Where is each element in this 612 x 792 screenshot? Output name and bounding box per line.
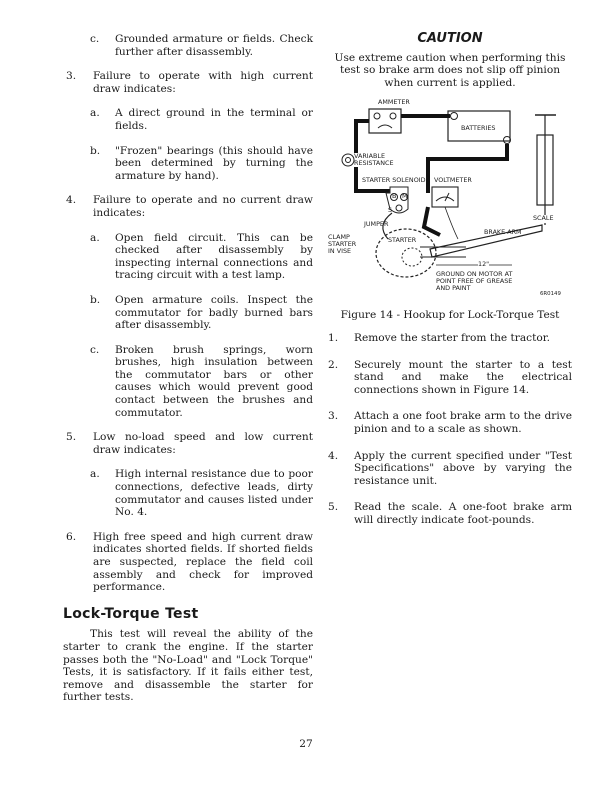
page-number: 27 (299, 738, 313, 750)
list-item-4b (63, 294, 313, 332)
item-text: "Frozen" bearings (this should have been determined by turning the armature by hand). (115, 144, 313, 182)
label-clamp: CLAMP (328, 233, 350, 242)
label-ground-note-1: GROUND ON MOTOR AT (436, 270, 513, 279)
item-text: Low no-load speed and low current draw indicates: (93, 431, 313, 456)
list-item-3 (63, 70, 313, 95)
item-text: Failure to operate and no current draw indicates: (93, 194, 313, 219)
list-item-c-grounded (63, 33, 313, 58)
item-label: 5. (66, 431, 77, 444)
step-text: Read the scale. A one-foot brake arm will directly indicate foot-pounds. (354, 501, 572, 526)
label-solenoid-b: B (392, 192, 397, 201)
cable-battery-negative (428, 144, 507, 193)
list-item-4a (63, 232, 313, 282)
item-label: a. (90, 468, 100, 481)
step-1 (328, 332, 572, 345)
label-figure-code: 6R0149 (540, 291, 561, 298)
figure-caption: Figure 14 - Hookup for Lock-Torque Test (340, 309, 560, 322)
item-label: c. (90, 343, 100, 356)
list-item-3b (63, 145, 313, 183)
variable-resistance-knob (342, 154, 354, 166)
label-solenoid-m: M (402, 192, 408, 201)
step-2 (328, 359, 572, 397)
item-label: 6. (66, 530, 77, 543)
label-batteries: BATTERIES (461, 124, 496, 133)
item-text: A direct ground in the terminal or fields. (115, 107, 313, 132)
item-text: Failure to operate with high current draw indicates: (93, 70, 313, 95)
item-text: Open field circuit. This can be checked after disassembly by inspecting internal connections and tracing circuit with a test lamp. (115, 231, 313, 282)
battery-positive-terminal (451, 113, 458, 120)
step-text: Attach a one foot brake arm to the drive pinion and to a scale as shown. (354, 410, 572, 435)
label-starter: STARTER (388, 236, 417, 245)
step-label: 1. (328, 331, 339, 344)
label-ammeter: AMMETER (378, 98, 410, 107)
label-solenoid-s: S (388, 206, 393, 215)
ammeter-box (369, 109, 401, 133)
label-jumper: JUMPER (364, 220, 389, 229)
label-arm-length: 12" (478, 260, 490, 269)
item-text: Broken brush springs, worn brushes, high insulation between the commutator bars or other causes which would prevent good contact between the brushes and commutator. (115, 343, 313, 419)
cable-ground (424, 207, 440, 235)
item-text: High internal resistance due to poor connections, defective leads, dirty commutator and causes listed under No. 4. (115, 468, 313, 519)
step-text: Remove the starter from the tractor. (354, 331, 551, 344)
step-label: 3. (328, 410, 339, 423)
section-paragraph: This test will reveal the ability of the starter to crank the engine. If the starter passes both the "No-Load" and "Lock Torque" Tests, it is satisfactory. If it fails either test, remove and disassemble the starter for further tests. (63, 628, 313, 704)
caution-title: CAUTION (417, 31, 483, 46)
step-5 (328, 501, 572, 526)
list-item-5 (63, 431, 313, 456)
step-text: Securely mount the starter to a test stand and make the electrical connections shown in Figure 14. (354, 358, 572, 396)
list-item-4 (63, 194, 313, 219)
item-text: Grounded armature or fields. Check further after disassembly. (115, 33, 313, 58)
item-label: a. (90, 231, 100, 244)
list-item-6 (63, 531, 313, 594)
item-label: b. (90, 293, 101, 306)
section-heading: Lock-Torque Test (63, 605, 199, 622)
figure-14-diagram (328, 97, 572, 305)
item-label: b. (90, 144, 101, 157)
cable-ammeter-to-resistance (356, 121, 369, 153)
ammeter-terminal-left (374, 113, 380, 119)
step-4 (328, 450, 572, 488)
label-ground-note-2: POINT FREE OF GREASE (436, 277, 513, 286)
ammeter-gauge (378, 125, 392, 128)
item-label: a. (90, 107, 100, 120)
label-in-vise: IN VISE (328, 247, 352, 256)
step-label: 4. (328, 449, 339, 462)
step-3 (328, 410, 572, 435)
step-label: 5. (328, 501, 339, 514)
item-label: 3. (66, 70, 77, 83)
right-column (328, 33, 572, 527)
item-label: 4. (66, 194, 77, 207)
list-item-4c (63, 344, 313, 420)
label-starter-solenoid: STARTER SOLENOID (362, 176, 426, 185)
label-variable: VARIABLE (354, 152, 386, 161)
list-item-3a (63, 107, 313, 132)
caution-text: Use extreme caution when performing this test so brake arm does not slip off pinion when current is applied. (334, 51, 566, 89)
list-item-5a (63, 468, 313, 518)
label-resistance: RESISTANCE (354, 159, 394, 168)
label-brake-arm: BRAKE ARM (484, 228, 522, 237)
step-text: Apply the current specified under "Test Specifications" above by varying the resistance unit. (354, 449, 572, 487)
label-scale: SCALE (533, 214, 554, 223)
item-text: High free speed and high current draw indicates shorted fields. If shorted fields are suspected, replace the field coil assembly and check for improved performance. (93, 530, 313, 594)
label-ground-note-3: AND PAINT (436, 284, 471, 293)
voltmeter-lead (445, 207, 458, 239)
step-label: 2. (328, 358, 339, 371)
label-clamp-starter: STARTER (328, 240, 357, 249)
label-voltmeter: VOLTMETER (434, 176, 472, 185)
item-label: c. (90, 33, 100, 45)
left-column (63, 33, 313, 704)
item-text: Open armature coils. Inspect the commutator for badly burned bars after disassembly. (115, 293, 313, 332)
ammeter-terminal-right (390, 113, 396, 119)
